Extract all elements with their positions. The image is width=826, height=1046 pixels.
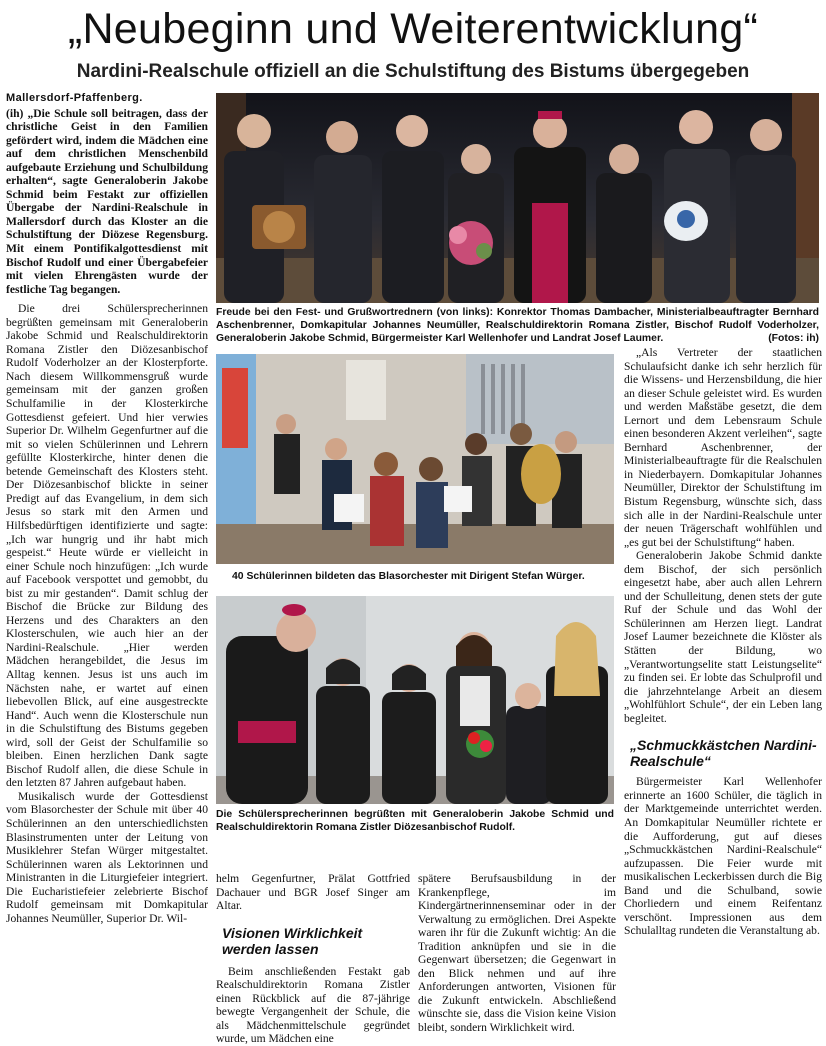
article-column-1	[6, 92, 208, 925]
headline: „Neubeginn und Weiterentwicklung“	[67, 5, 759, 53]
subheadline: Nardini-Realschule offiziell an die Schulstiftung des Bistums übergegeben	[76, 61, 750, 82]
body-paragraph: Musikalisch wurde der Gottesdienst vom Blasorchester der Schule mit über 40 Schülerinnen an den unterschiedlichsten Blasinstrumenten unter der Leitung von Musiklehrer Stefan Würger mitgestaltet. Schülerinnen waren als Lektorinnen und Ministranten in die Liturgiefeier integriert. Die Eucharistiefeier zelebrierte Bischof Rudolf gemeinsam mit Domkapitular Johannes Neumüller, Superior Dr. Wil-	[6, 789, 208, 925]
article-column-4	[624, 346, 822, 938]
photo-caption-bottom: Die Schülersprecherinnen begrüßten mit Generaloberin Jakobe Schmid und Realschuldirektorin Romana Zistler Diözesanbischof Rudolf.	[216, 809, 614, 833]
photo-credit: (Fotos: ih)	[768, 333, 819, 344]
body-paragraph: spätere Berufsausbildung in der Krankenpflege, im Kindergärtnerinnenseminar oder in der Verwaltung zu ermöglichen. Drei Aspekte waren ihr für die Zukunft wichtig: An die Tradition anknüpfen und sie in die Gegenwart übersetzen; die Gegenwart in den Blick nehmen und auf ihre Anforderungen antworten, Visionen für die Zukunft entwickeln. Abschließend wünschte sie, dass die Vision keine Vision bleibt, sondern Wirklichkeit wird.	[418, 872, 616, 1035]
section-heading: Visionen Wirklichkeit werden lassen	[222, 924, 363, 957]
photo-wind-orchestra	[216, 354, 614, 564]
photo-caption-middle: 40 Schülerinnen bildeten das Blasorchester mit Dirigent Stefan Würger.	[232, 571, 585, 582]
body-paragraph: Die drei Schülersprecherinnen begrüßten gemeinsam mit Generaloberin Jakobe Schmid und Realschuldirektorin Romana Zistler den Diözesanbischof Rudolf Voderholzer an der Klosterpforte. Nach diesem Willkommensgruß wurde gemeinsam mit der ganzen großen Schulfamilie in der Klosterkirche Gottesdienst gefeiert. Und hier verwies Superior Dr. Wilhelm Gegenfurtner auf die mit so vielen Schülerinnen und Lehrern gefüllte Klosterkirche, hinter denen die betende Gemeinschaft des Klosters steht. Der Diözesanbischof blickte in seiner Predigt auf das Evangelium, in dem sich Jesus so stark mit den Armen und Hilfsbedürftigen identifizierte und sagte: „Ich war hungrig und ihr habt mich gespeist.“ Heute würde er vielleicht in einer Schule noch hinzufügen: „Ich wurde auf Facebook verspottet und gemobbt, du bist zu mir gestanden“. Damit schlug der Bischof die Brücke zur Bildung des Herzens und des Charakters an den Klosterschulen, wie auch hier an der Nardini-Realschule. „Hier werden Mädchen herangebildet, die Jesus im Alltag kennen. Jesus ist uns auch im Nächsten nahe, er wartet auf einen liebevollen Blick, auf eine ausgestreckte Hand“. Auch wenn die Klosterschule nun in die Schulstiftung des Bistums gegeben wird, soll der Geist der Schulfamilie so bleiben. Einen herzlichen Dank sagte Bischof Rudolf allen, die diese Schule in den letzten 87 Jahren aufgebaut haben.	[6, 302, 208, 790]
lead-paragraph: (ih) „Die Schule soll beitragen, dass der christliche Geist in den Familien gefördert wird, indem die Mädchen eine auf dem christlichen Menschenbild aufgebaute Erziehung und Schulbildung erhalten“, sagte Generaloberin Jakobe Schmid beim Festakt zur offiziellen Übergabe der Nardini-Realschule in Mallersdorf durch das Kloster an die Schulstiftung der Diözese Regensburg. Mit einem Pontifikalgottesdienst mit Bischof Rudolf und einer Übergabefeier mit vielen Ehrengästen wurde der festliche Tag begangen.	[6, 106, 208, 296]
body-paragraph: Beim anschließenden Festakt gab Realschuldirektorin Romana Zistler einen Rückblick auf die 87-jährige bewegte Vergangenheit der Schule, die als Mädchenmittelschule gegründet wurde, um Mädchen eine	[216, 964, 410, 1046]
body-paragraph: helm Gegenfurtner, Prälat Gottfried Dachauer und BGR Josef Singer am Altar.	[216, 872, 410, 913]
dateline: Mallersdorf-Pfaffenberg.	[6, 92, 143, 104]
article-column-2	[216, 872, 410, 1046]
photo-speakers-group	[216, 93, 819, 303]
caption-text: Freude bei den Fest- und Grußwortrednern (von links): Konrektor Thomas Dambacher, Ministerialbeauftragter Bernhard Aschenbrenner, Domkapitular Johannes Neumüller, Realschuldirektorin Romana Zistler, Bischof Rudolf Voderholzer, Generaloberin Jakobe Schmid, Bürgermeister Karl Wellenhofer und Landrat Josef Laumer.	[216, 307, 819, 344]
article-column-3	[418, 872, 616, 1035]
body-paragraph: „Als Vertreter der staatlichen Schulaufsicht danke ich sehr herzlich für die Wissens- und Herzensbildung, die hier an dieser Schule geleistet wird. Es wurden und werden Maßstäbe gesetzt, die dem Lernort und dem Lebensraum Schule einen besonderen Akzent verleihen“, sagte Bernhard Aschenbrenner, der Ministerialbeauftragte für die Realschulen in Niederbayern. Domkapitular Johannes Neumüller, Direktor der Schulstiftung im Bistum Regensburg, wünschte sich, dass sich alle in der Nardini-Realschule unter der neuen Trägerschaft wohlfühlen und „es gut bei der Schulstiftung“ haben.	[624, 346, 822, 549]
photo-bishop-greeting	[216, 596, 614, 804]
photo-caption-top	[216, 306, 819, 345]
body-paragraph: Bürgermeister Karl Wellenhofer erinnerte an 1600 Schüler, die täglich in der Marktgemeinde unterrichtet werden. An Domkapitular Neumüller richtete er die Aufforderung, gut auf dieses „Schmuckkästchen Nardini-Realschule“ aufzupassen. Die Feier wurde mit musikalischen Leckerbissen durch die Big Band und die Schulband, sowie Chorliedern und einem Reifentanz verschönt. Impressionen aus dem Schulalltag rundeten die Veranstaltung ab.	[624, 775, 822, 938]
section-heading: „Schmuckkästchen Nardini-Realschule“	[630, 737, 817, 770]
body-paragraph: Generaloberin Jakobe Schmid dankte dem Bischof, der sich persönlich eingesetzt habe, aber auch allen Lehrern und der Schulleitung, denen stets der gute Ruf der Schule und das Wohl der Schülerinnen am Herzen liegt. Landrat Josef Laumer bezeichnete die Klöster als Stätten der Bildung, wo „Verantwortungselite statt Leistungselite“ zu finden sei. Er lobte das Schulprofil und die jahrzehntelange Arbeit an diesem „Wohlfühlort Schule“, der ein Leben lang begleitet.	[624, 549, 822, 725]
